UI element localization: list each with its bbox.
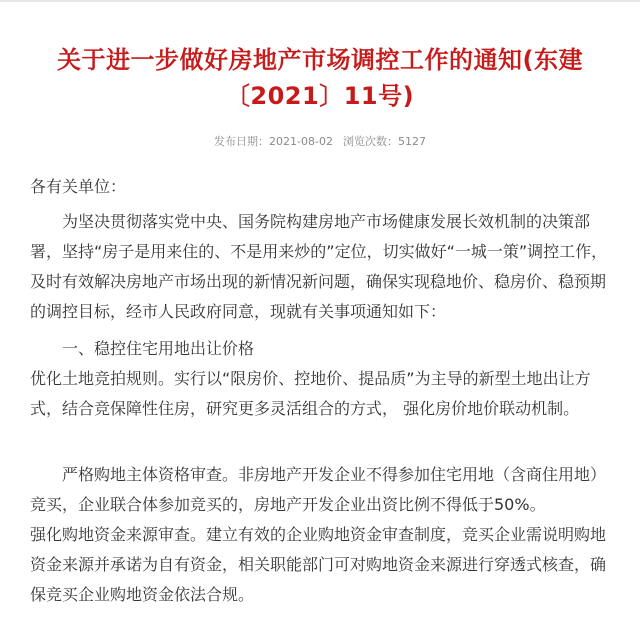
publish-date: 2021-08-02 xyxy=(269,135,333,148)
views-label: 浏览次数： xyxy=(342,135,398,148)
date-label: 发布日期： xyxy=(214,135,270,148)
section-heading: 一、稳控住宅用地出让价格 xyxy=(62,339,255,358)
paragraph-buyer-qualification: 严格购地主体资格审查。非房地产开发企业不得参加住宅用地（含商住用地）竞买，企业联合体参加竞买的，房地产开发企业出资比例不得低于50%。 xyxy=(30,465,607,514)
salutation: 各有关单位： xyxy=(30,177,127,196)
top-divider xyxy=(0,0,640,2)
view-count: 5127 xyxy=(397,135,426,148)
article-meta xyxy=(0,134,640,150)
intro-paragraph: 为坚决贯彻落实党中央、国务院构建房地产市场健康发展长效机制的决策部署，坚持“房子是用来住的、不是用来炒的”定位，切实做好“一城一策”调控工作，及时有效解决房地产市场出现的新情况新问题，确保实现稳地价、稳房价、稳预期的调控目标，经市人民政府同意，现就有关事项通知如下： xyxy=(30,212,608,321)
page-title: 关于进一步做好房地产市场调控工作的通知(东建〔2021〕11号) xyxy=(57,46,583,110)
paragraph-fund-source: 强化购地资金来源审查。建立有效的企业购地资金审查制度，竞买企业需说明购地资金来源并承诺为自有资金，相关职能部门可对购地资金来源进行穿透式核查，确保竞买企业购地资金依法合规。 xyxy=(30,525,607,604)
paragraph-land-auction: 优化土地竞拍规则。实行以“限房价、控地价、提品质”为主导的新型土地出让方式，结合竞保障性住房，研究更多灵活组合的方式， 强化房价地价联动机制。 xyxy=(30,369,591,418)
